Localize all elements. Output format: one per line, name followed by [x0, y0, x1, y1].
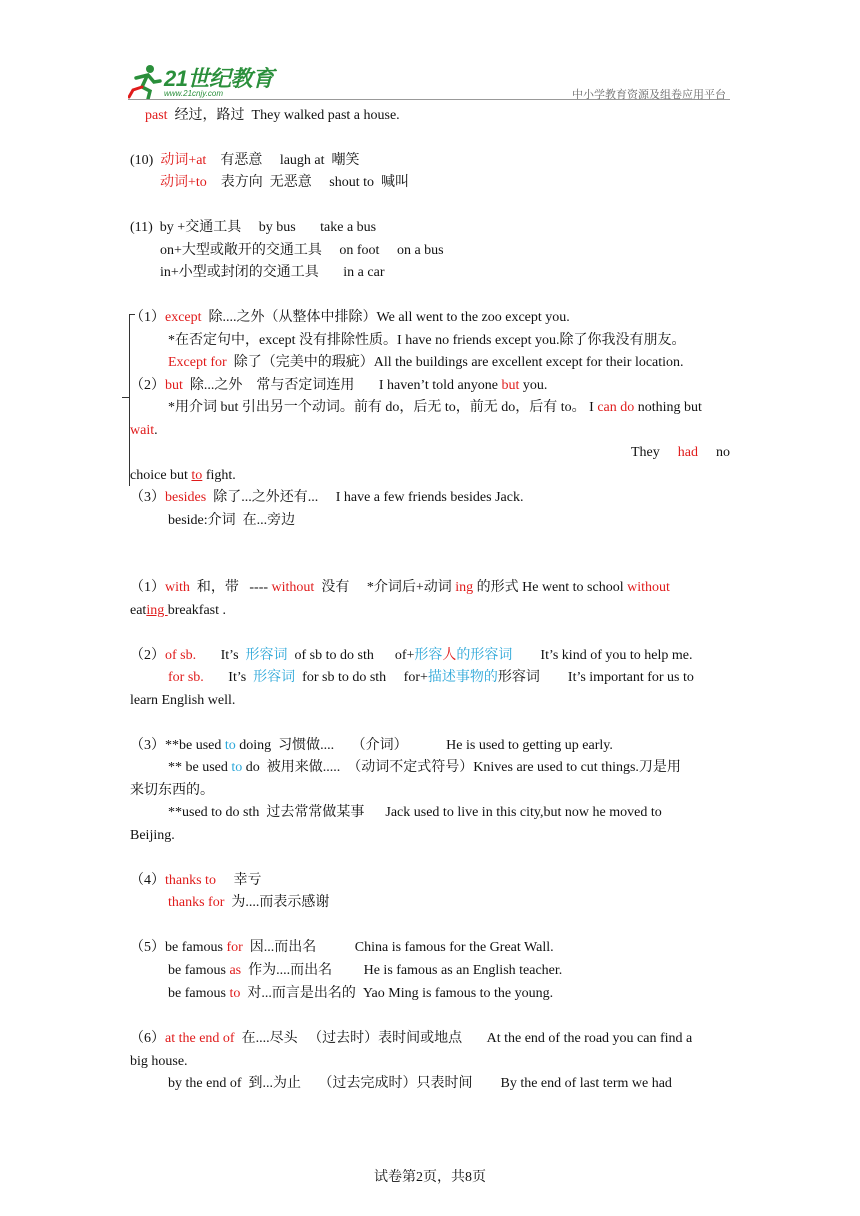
logo	[128, 62, 278, 102]
text-line: (11) by +交通工具 by bus take a bus	[130, 220, 377, 235]
text-line: （5）be famous for 因...而出名 China is famous for the Great Wall.	[130, 940, 554, 955]
text-line: ** be used to do 被用来做..... （动词不定式符号）Knives are used to cut things.刀是用	[168, 760, 681, 775]
text-line: （6）at the end of 在....尽头 （过去时）表时间或地点 At the end of the road you can find a	[130, 1031, 693, 1046]
text-line: （3）besides 除了...之外还有... I have a few friends besides Jack.	[130, 490, 524, 505]
text-line: by the end of 到...为止 （过去完成时）只表时间 By the end of last term we had	[168, 1076, 672, 1091]
text-line: thanks for 为....而表示感谢	[168, 895, 330, 910]
runner-icon	[128, 64, 162, 100]
text-line: be famous as 作为....而出名 He is famous as an English teacher.	[168, 963, 563, 978]
text-line: （3）**be used to doing 习惯做.... （介词） He is used to getting up early.	[130, 738, 613, 753]
text-line: 动词+to 表方向 无恶意 shout to 喊叫	[160, 175, 410, 190]
bracket-tick	[122, 397, 129, 398]
text-line: eating breakfast .	[130, 603, 227, 618]
header-rule	[128, 99, 730, 100]
text-line: past 经过，路过 They walked past a house.	[145, 108, 400, 123]
text-line: choice but to fight.	[130, 468, 236, 483]
text-line: They had no	[631, 445, 730, 460]
text-line: big house.	[130, 1054, 188, 1069]
text-line: wait.	[130, 423, 158, 438]
text-line: **used to do sth 过去常常做某事 Jack used to live in this city,but now he moved to	[168, 805, 662, 820]
bracket-line	[129, 314, 130, 486]
text-line: （1）except 除....之外（从整体中排除）We all went to the zoo except you.	[130, 310, 570, 325]
text-line: （1）with 和，带 ---- without 没有 *介词后+动词 ing 的形式 He went to school without	[130, 580, 670, 595]
text-line: learn English well.	[130, 693, 236, 708]
text-line: for sb. It’s 形容词 for sb to do sth for+描述事物的形容词 It’s important for us to	[168, 670, 694, 685]
text-line: 来切东西的。	[130, 783, 214, 798]
text-line: on+大型或敞开的交通工具 on foot on a bus	[160, 243, 444, 258]
logo-url: www.21cnjy.com	[164, 89, 223, 98]
text-line: Beijing.	[130, 828, 175, 843]
text-line: （2）but 除...之外 常与否定词连用 I haven’t told anyone but you.	[130, 378, 548, 393]
text-line: （2）of sb. It’s 形容词 of sb to do sth of+形容人的形容词 It’s kind of you to help me.	[130, 648, 693, 663]
text-line: be famous to 对...而言是出名的 Yao Ming is famous to the young.	[168, 986, 554, 1001]
platform-name: 中小学教育资源及组卷应用平台	[572, 88, 726, 101]
text-line: *在否定句中，except 没有排除性质。I have no friends except you.除了你我没有朋友。	[168, 333, 686, 348]
text-line: *用介词 but 引出另一个动词。前有 do，后无 to，前无 do，后有 to。 I can do nothing but	[168, 400, 702, 415]
page-header	[128, 58, 730, 102]
logo-text: 21世纪教育	[164, 66, 274, 91]
text-line: (10) 动词+at 有恶意 laugh at 嘲笑	[130, 153, 360, 168]
page-footer: 试卷第2页，共8页	[374, 1170, 486, 1185]
text-line: （4）thanks to 幸亏	[130, 873, 262, 888]
text-line: in+小型或封闭的交通工具 in a car	[160, 265, 385, 280]
text-line: Except for 除了（完美中的瑕疵）All the buildings are excellent except for their location.	[168, 355, 684, 370]
text-line: beside:介词 在...旁边	[168, 513, 296, 528]
